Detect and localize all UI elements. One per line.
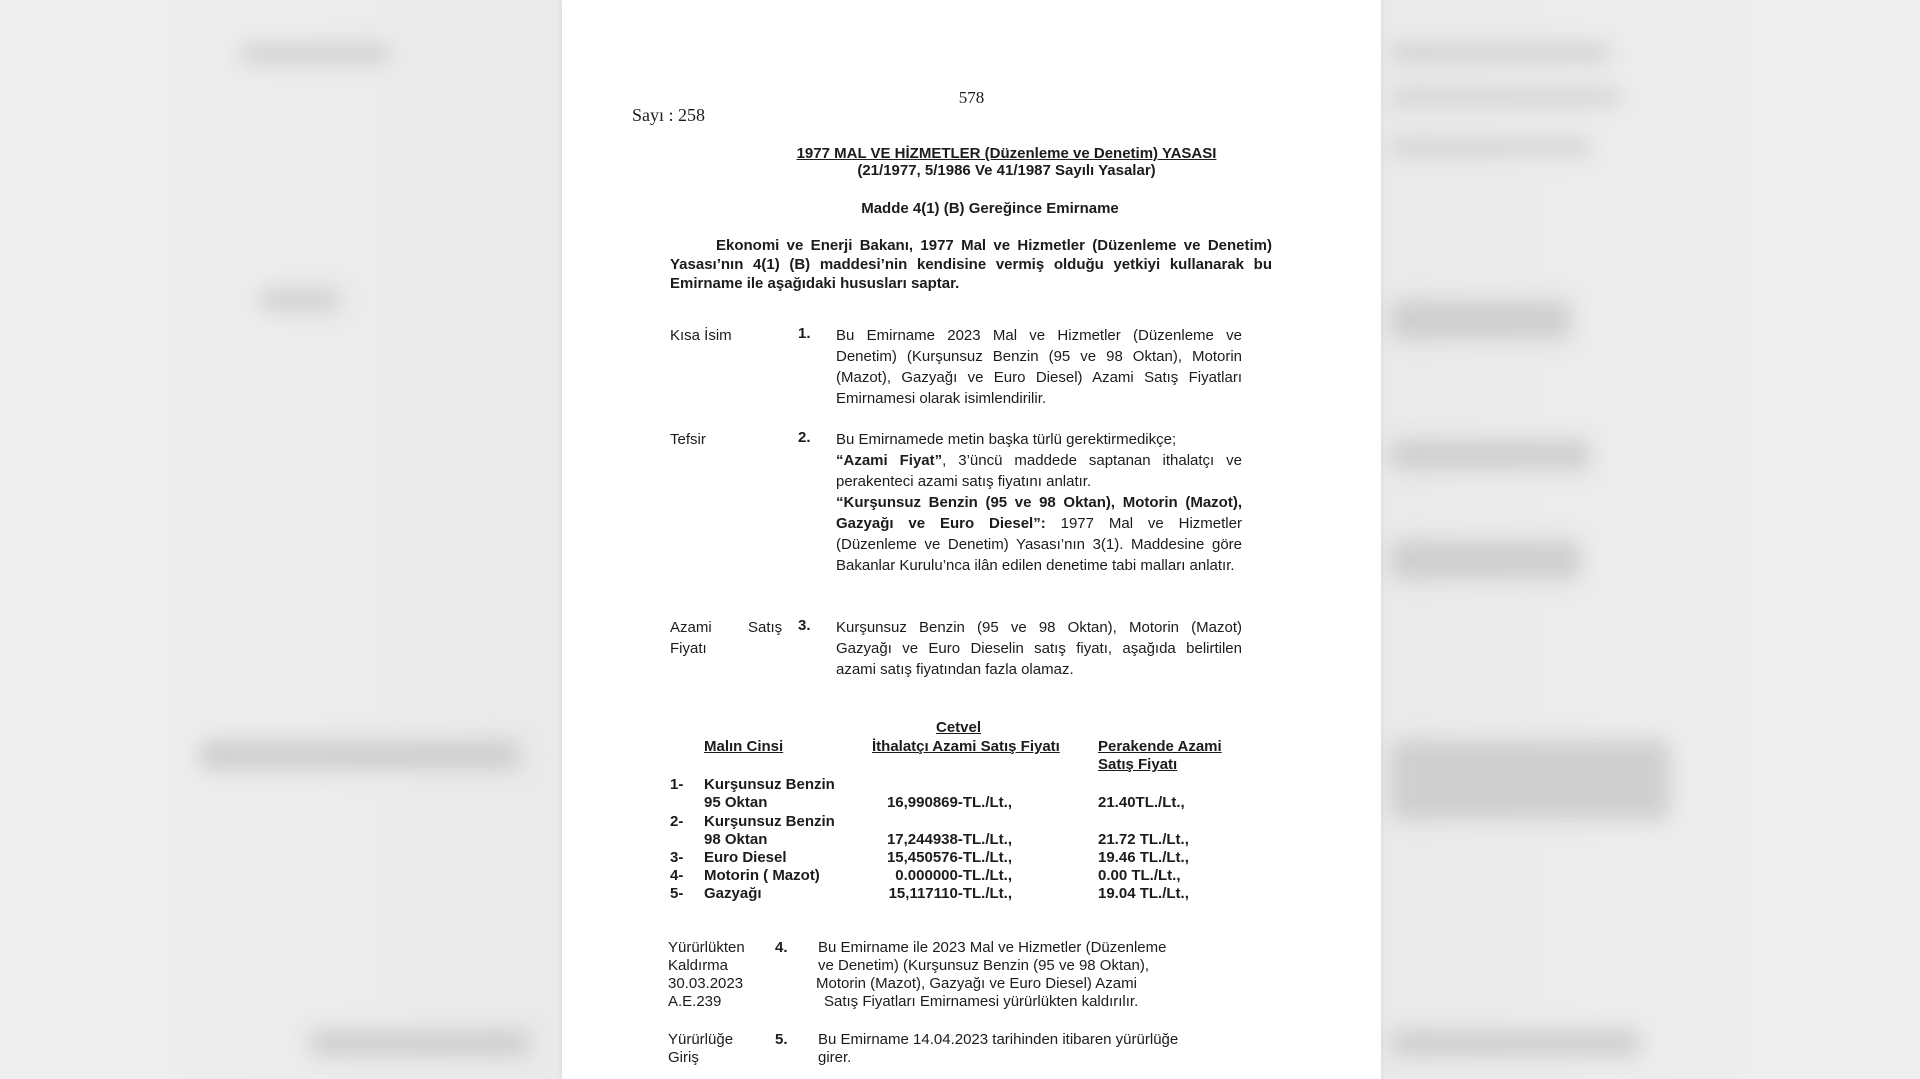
col-header-retail-line1: Perakende Azami bbox=[1098, 738, 1222, 755]
table-row-5-importer: 15,117110-TL./Lt., bbox=[888, 885, 1012, 902]
section-4-label-line3: 30.03.2023 bbox=[668, 975, 744, 992]
section-5-label bbox=[668, 1031, 733, 1067]
table-row-4-importer: 0.000000-TL./Lt., bbox=[895, 867, 1012, 884]
table-row-2-name bbox=[704, 813, 835, 849]
decree-heading: Madde 4(1) (B) Gereğince Emirname bbox=[861, 200, 1119, 217]
definition-text-2: 1977 Mal ve Hizmetler (Düzenleme ve Denetim) Yasası’nın 3(1). Maddesine göre Bakanlar Kurulu’nca ilân edilen denetime tabi malları anlatır. bbox=[836, 515, 1242, 574]
section-4-line1: Bu Emirname ile 2023 Mal ve Hizmetler (Düzenleme bbox=[818, 939, 1167, 956]
col-header-retail bbox=[1098, 738, 1222, 774]
issue-number: Sayı : 258 bbox=[632, 105, 706, 125]
table-row-4-name: Motorin ( Mazot) bbox=[704, 867, 820, 884]
definition-azami-fiyat bbox=[836, 450, 1242, 492]
term-azami-fiyat: “Azami Fiyat” bbox=[836, 452, 943, 469]
table-row-2-name-line2: 98 Oktan bbox=[704, 831, 768, 848]
table-row-2-importer: 17,244938-TL./Lt., bbox=[886, 831, 1012, 848]
section-4-number: 4. bbox=[775, 939, 788, 956]
section-2-number: 2. bbox=[798, 429, 811, 446]
table-row-1-importer: 16,990869-TL./Lt., bbox=[886, 794, 1012, 811]
table-title: Cetvel bbox=[936, 719, 982, 736]
term-fuels: “Kurşunsuz Benzin (95 ve 98 Oktan), Motorin (Mazot), Gazyağı ve Euro Diesel”: bbox=[836, 494, 1242, 532]
table-row-3-num: 3- bbox=[670, 849, 684, 866]
section-3-label-b: Satış bbox=[748, 619, 783, 636]
section-4-label-line4: A.E.239 bbox=[668, 993, 722, 1010]
document-page bbox=[562, 0, 1381, 1079]
col-header-retail-line2: Satış Fiyatı bbox=[1098, 756, 1178, 773]
table-row-1-num: 1- bbox=[670, 776, 684, 793]
table-row-5-num: 5- bbox=[670, 885, 684, 902]
table-row-3-name: Euro Diesel bbox=[704, 849, 787, 866]
section-4-line3: Motorin (Mazot), Gazyağı ve Euro Diesel) Azami bbox=[816, 975, 1137, 992]
section-4-body bbox=[818, 939, 1218, 1011]
table-row-2-retail: 21.72 TL./Lt., bbox=[1098, 831, 1189, 848]
law-title: 1977 MAL VE HİZMETLER (Düzenleme ve Denetim) YASASI bbox=[796, 145, 1217, 162]
col-header-importer: İthalatçı Azami Satış Fiyatı bbox=[872, 738, 1060, 755]
section-5-line1: Bu Emirname 14.04.2023 tarihinden itibaren yürürlüğe bbox=[818, 1031, 1179, 1048]
section-3-label-a: Azami bbox=[670, 619, 712, 636]
col-header-product: Malın Cinsi bbox=[704, 738, 784, 755]
table-row-4-num: 4- bbox=[670, 867, 684, 884]
definition-fuels bbox=[836, 492, 1242, 576]
law-subtitle: (21/1977, 5/1986 Ve 41/1987 Sayılı Yasalar) bbox=[857, 162, 1156, 179]
section-4-line4: Satış Fiyatları Emirnamesi yürürlükten kaldırılır. bbox=[824, 993, 1139, 1010]
table-row-3-retail: 19.46 TL./Lt., bbox=[1098, 849, 1189, 866]
table-row-5-retail: 19.04 TL./Lt., bbox=[1098, 885, 1189, 902]
section-4-line2: ve Denetim) (Kurşunsuz Benzin (95 ve 98 Oktan), bbox=[818, 957, 1149, 974]
section-3-label bbox=[670, 617, 790, 659]
table-row-3-importer: 15,450576-TL./Lt., bbox=[886, 849, 1012, 866]
section-4-label-line2: Kaldırma bbox=[668, 957, 729, 974]
page-number: 578 bbox=[958, 88, 985, 107]
table-row-1-name bbox=[704, 776, 835, 812]
table-row-2-num: 2- bbox=[670, 813, 684, 830]
section-1-body: Bu Emirname 2023 Mal ve Hizmetler (Düzenleme ve Denetim) (Kurşunsuz Benzin (95 ve 98 Oktan), Motorin (Mazot), Gazyağı ve Euro Diesel) Azami Satış Fiyatları Emirnamesi olarak isimlendirilir. bbox=[836, 327, 1242, 407]
section-5-body bbox=[818, 1031, 1218, 1067]
table-row-5-name: Gazyağı bbox=[704, 885, 762, 902]
section-3-label-c: Fiyatı bbox=[670, 640, 707, 657]
section-1-label: Kısa İsim bbox=[670, 327, 732, 344]
section-4-label-line1: Yürürlükten bbox=[668, 939, 745, 956]
table-row-2-name-line1: Kurşunsuz Benzin bbox=[704, 813, 835, 830]
definition-text-1: , 3’üncü maddede saptanan ithalatçı ve perakenteci azami satış fiyatını anlatır. bbox=[836, 452, 1243, 490]
section-5-label-line1: Yürürlüğe bbox=[668, 1031, 734, 1048]
table-row-4-retail: 0.00 TL./Lt., bbox=[1098, 867, 1181, 884]
title-block bbox=[562, 145, 1381, 179]
section-3-number: 3. bbox=[798, 617, 811, 634]
section-5-line2: girer. bbox=[818, 1049, 852, 1066]
intro-paragraph: Ekonomi ve Enerji Bakanı, 1977 Mal ve Hizmetler (Düzenleme ve Denetim) Yasası’nın 4(1) (B) maddesi’nin kendisine vermiş olduğu yetkiyi kullanarak bu Emirname ile aşağıdaki hususları saptar. bbox=[670, 237, 1272, 292]
section-4-label bbox=[668, 939, 745, 1011]
section-5-number: 5. bbox=[775, 1031, 788, 1048]
section-1-number: 1. bbox=[798, 325, 811, 342]
table-row-1-retail: 21.40TL./Lt., bbox=[1098, 794, 1185, 811]
section-2-label: Tefsir bbox=[670, 431, 706, 448]
section-3-body: Kurşunsuz Benzin (95 ve 98 Oktan), Motorin (Mazot) Gazyağı ve Euro Dieselin satış fiyatı, aşağıda belirtilen azami satış fiyatından fazla olamaz. bbox=[836, 619, 1242, 678]
table-row-1-name-line1: Kurşunsuz Benzin bbox=[704, 776, 835, 793]
section-5-label-line2: Giriş bbox=[668, 1049, 699, 1066]
table-row-1-name-line2: 95 Oktan bbox=[704, 794, 768, 811]
section-2-intro-line: Bu Emirnamede metin başka türlü gerektirmedikçe; bbox=[836, 431, 1177, 448]
section-2-body bbox=[836, 429, 1242, 576]
